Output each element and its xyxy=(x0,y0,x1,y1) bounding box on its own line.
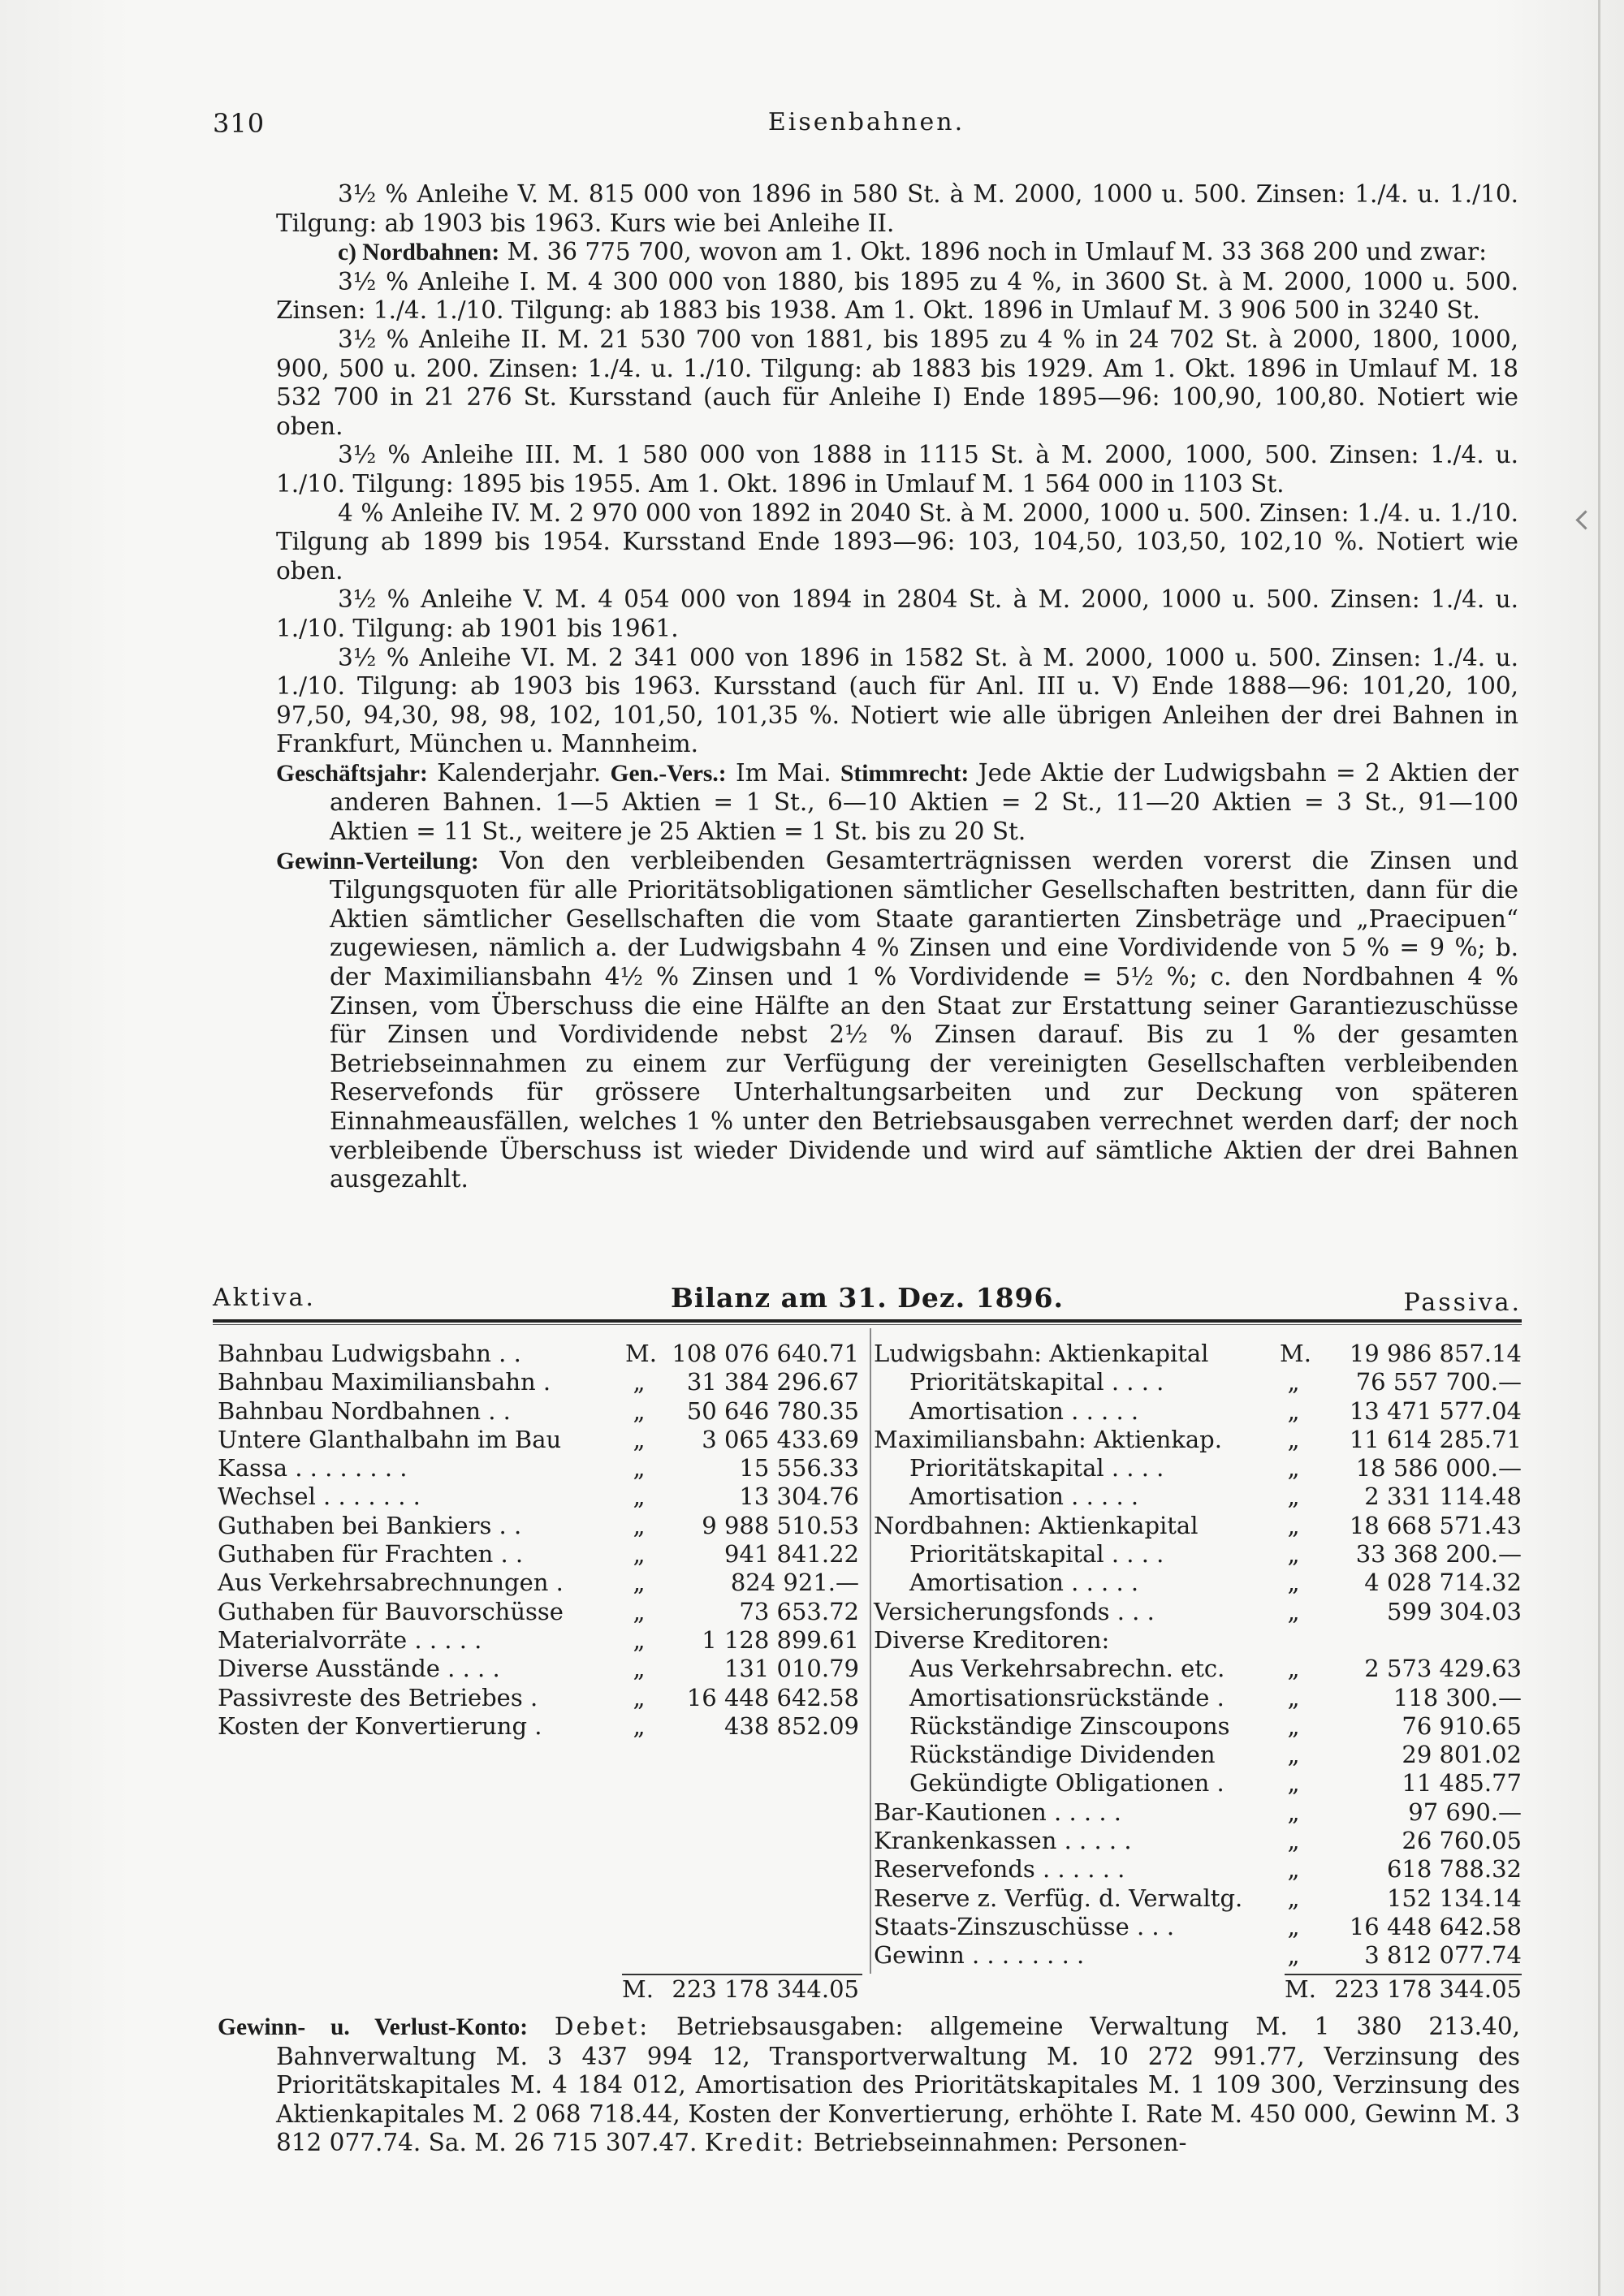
passiva-row xyxy=(874,1941,1522,1970)
passiva-row xyxy=(874,1741,1522,1769)
passiva-row-currency: „ xyxy=(1287,1912,1300,1940)
profit-loss-section xyxy=(218,2013,1520,2158)
balance-rule-thick xyxy=(213,1319,1522,1323)
passiva-row-label: Gewinn . . . . . . . . xyxy=(874,1941,1085,1970)
passiva-row xyxy=(874,1598,1522,1626)
running-title: Eisenbahnen. xyxy=(767,108,965,136)
passiva-row-currency: „ xyxy=(1287,1425,1300,1453)
aktiva-row-currency: „ xyxy=(633,1454,646,1482)
passiva-row-amount: 118 300.— xyxy=(1393,1683,1522,1711)
passiva-row xyxy=(874,1482,1522,1511)
passiva-row-currency: „ xyxy=(1287,1741,1300,1769)
aktiva-row-label: Untere Glanthalbahn im Bau xyxy=(218,1425,562,1453)
aktiva-row-amount: 73 653.72 xyxy=(739,1597,859,1625)
aktiva-row-currency: „ xyxy=(633,1396,646,1425)
passiva-row-currency: M. xyxy=(1280,1340,1311,1367)
passiva-row-label: Prioritätskapital . . . . xyxy=(909,1454,1164,1482)
passiva-row-amount: 76 557 700.— xyxy=(1355,1368,1522,1396)
passiva-row-currency: „ xyxy=(1287,1396,1300,1425)
passiva-row-amount: 2 331 114.48 xyxy=(1364,1482,1522,1511)
aktiva-total-amount: 223 178 344.05 xyxy=(672,1975,859,2003)
passiva-row-amount: 599 304.03 xyxy=(1386,1597,1522,1625)
aktiva-row-amount: 1 128 899.61 xyxy=(702,1625,859,1654)
passiva-row-currency: „ xyxy=(1287,1683,1300,1711)
passiva-row xyxy=(874,1684,1522,1712)
aktiva-row-amount: 31 384 296.67 xyxy=(686,1368,859,1396)
passiva-row-currency: „ xyxy=(1287,1511,1300,1539)
aktiva-row xyxy=(218,1340,867,1368)
aktiva-row xyxy=(218,1512,867,1540)
passiva-row-amount: 18 586 000.— xyxy=(1355,1454,1522,1482)
passiva-row-label: Bar-Kautionen . . . . . xyxy=(874,1798,1121,1826)
passiva-row xyxy=(874,1913,1522,1941)
debet-text: Betriebsausgaben: allgemeine Verwaltung M. 1 380 213.40, Bahnverwaltung M. 3 437 994 12, Transportverwaltung M. 10 272 991.77, Verzinsung des Prioritätskapitales M. 4 184 012, Amortisation des Prioritätskapitales M. 1 109 300, Verzinsung des Aktienkapitales M. 2 068 718.44, Kosten der Konvertierung, erhöhte I. Rate M. 450 000, Gewinn M. 3 812 077.74. Sa. M. 26 715 307.47. xyxy=(276,2013,1520,2157)
passiva-row-label: Staats-Zinszuschüsse . . . xyxy=(874,1912,1175,1940)
paragraph-anleihe-2: 3½ % Anleihe II. M. 21 530 700 von 1881, bis 1895 zu 4 % in 24 702 St. à 2000, 1800, 1000, 900, 500 u. 200. Zinsen: 1./4. u. 1./10. Tilgung: ab 1883 bis 1929. Am 1. Okt. 1896 in Umlauf M. 18 532 700 in 21 276 St. Kursstand (auch für Anleihe I) Ende 1895—96: 100,90, 100,80. Notiert wie oben. xyxy=(276,325,1518,440)
aktiva-row-amount: 438 852.09 xyxy=(723,1711,859,1740)
passiva-row xyxy=(874,1884,1522,1913)
aktiva-row xyxy=(218,1482,867,1511)
aktiva-total-currency: M. xyxy=(622,1975,654,2003)
aktiva-row xyxy=(218,1684,867,1712)
passiva-row-amount: 26 760.05 xyxy=(1402,1827,1522,1855)
space xyxy=(528,2013,555,2040)
nordbahnen-heading: c) Nordbahnen: xyxy=(338,240,500,266)
passiva-row-currency: „ xyxy=(1287,1884,1300,1912)
page-number: 310 xyxy=(213,108,266,139)
paragraph-nordbahnen xyxy=(276,238,1518,268)
aktiva-row-amount: 131 010.79 xyxy=(723,1655,859,1683)
passiva-row-currency: „ xyxy=(1287,1597,1300,1625)
paragraph-gewinn-verteilung xyxy=(276,847,1518,1194)
balance-rule-thin xyxy=(213,1324,1522,1325)
margin-arrow-icon xyxy=(1575,510,1595,529)
aktiva-column xyxy=(218,1340,867,1741)
passiva-row-currency: „ xyxy=(1287,1540,1300,1569)
aktiva-row-label: Bahnbau Maximiliansbahn . xyxy=(218,1368,551,1396)
passiva-row-currency: „ xyxy=(1287,1798,1300,1826)
passiva-row-label: Aus Verkehrsabrechn. etc. xyxy=(909,1655,1225,1683)
aktiva-row-amount: 15 556.33 xyxy=(739,1454,859,1482)
aktiva-row-currency: „ xyxy=(633,1683,646,1711)
aktiva-row-amount: 16 448 642.58 xyxy=(686,1683,859,1711)
passiva-row-amount: 33 368 200.— xyxy=(1355,1540,1522,1569)
passiva-row-label: Ludwigsbahn: Aktienkapital xyxy=(874,1340,1209,1367)
passiva-row xyxy=(874,1569,1522,1597)
passiva-row-amount: 618 788.32 xyxy=(1386,1855,1522,1884)
aktiva-row-label: Bahnbau Ludwigsbahn . . xyxy=(218,1340,521,1367)
aktiva-row-label: Wechsel . . . . . . . xyxy=(218,1482,421,1511)
aktiva-row-label: Bahnbau Nordbahnen . . xyxy=(218,1396,511,1425)
aktiva-row xyxy=(218,1626,867,1655)
aktiva-row-currency: „ xyxy=(633,1625,646,1654)
aktiva-label: Aktiva. xyxy=(213,1284,316,1312)
passiva-row-label: Amortisation . . . . . xyxy=(909,1396,1139,1425)
aktiva-row xyxy=(218,1540,867,1569)
passiva-row xyxy=(874,1855,1522,1884)
passiva-row-label: Diverse Kreditoren: xyxy=(874,1625,1110,1654)
passiva-row-label: Nordbahnen: Aktienkapital xyxy=(874,1511,1199,1539)
paragraph-anleihe-5: 3½ % Anleihe V. M. 4 054 000 von 1894 in 2804 St. à M. 2000, 1000 u. 500. Zinsen: 1./4. u. 1./10. Tilgung: ab 1901 bis 1961. xyxy=(276,585,1518,642)
aktiva-row-amount: 108 076 640.71 xyxy=(672,1340,859,1367)
aktiva-row xyxy=(218,1655,867,1683)
aktiva-row-currency: „ xyxy=(633,1655,646,1683)
page-header xyxy=(213,108,1520,144)
aktiva-row-currency: „ xyxy=(633,1425,646,1453)
balance-sheet-header xyxy=(213,1276,1522,1317)
gewinn-verteilung-text: Von den verbleibenden Gesamterträgnissen werden vorerst die Zinsen und Tilgungsquoten für alle Prioritätsobligationen sämtlicher Gesellschaften bestritten, dann für die Aktien sämtlicher Gesellschaften die vom Staate garantierten Zinsbeträge und „Praecipuen“ zugewiesen, nämlich a. der Ludwigsbahn 4 % Zinsen und eine Vordividende von 5 % = 9 %; b. der Maximiliansbahn 4½ % Zinsen und 1 % Vordividende = 5½ %; c. den Nordbahnen 4 % Zinsen, vom Überschuss die eine Hälfte an den Staat zur Erstattung seiner Garantiezuschüsse für Zinsen und Vordividende nebst 2½ % Zinsen darauf. Bis zu 1 % der gesamten Betriebseinnahmen zu einem zur Verfügung der vereinigten Gesellschaften verbleibenden Reservefonds für grössere Unterhaltungsarbeiten und zur Deckung von späteren Einnahmeausfällen, welches 1 % unter den Betriebsausgaben verrechnet werden darf; der noch verbleibende Überschuss ist wieder Dividende und wird auf sämtliche Aktien der drei Bahnen ausgezahlt. xyxy=(330,846,1518,1193)
passiva-row xyxy=(874,1769,1522,1798)
debet-label: Debet: xyxy=(554,2013,650,2040)
passiva-row-currency: „ xyxy=(1287,1454,1300,1482)
passiva-row-amount: 16 448 642.58 xyxy=(1349,1912,1522,1940)
passiva-column xyxy=(874,1340,1522,1970)
balance-sheet-title: Bilanz am 31. Dez. 1896. xyxy=(671,1282,1064,1314)
aktiva-row-amount: 941 841.22 xyxy=(723,1540,859,1569)
passiva-row-label: Rückständige Zinscoupons xyxy=(909,1711,1230,1740)
gen-vers-text: Im Mai. xyxy=(726,758,840,787)
aktiva-row-currency: M. xyxy=(625,1340,657,1367)
paragraph-anleihe-6: 3½ % Anleihe VI. M. 2 341 000 von 1896 in 1582 St. à M. 2000, 1000 u. 500. Zinsen: 1./4. u. 1./10. Tilgung: ab 1903 bis 1963. Kursstand (auch für Anl. III u. V) Ende 1888—96: 101,20, 100, 97,50, 94,30, 98, 98, 102, 101,50, 101,35 %. Notiert wie alle übrigen Anleihen der drei Bahnen in Frankfurt, München u. Mannheim. xyxy=(276,643,1518,758)
geschaeftsjahr-heading: Geschäftsjahr: xyxy=(276,760,428,787)
passiva-row-label: Reservefonds . . . . . . xyxy=(874,1855,1125,1884)
aktiva-row-label: Aus Verkehrsabrechnungen . xyxy=(218,1569,564,1597)
passiva-row-amount: 29 801.02 xyxy=(1402,1741,1522,1769)
passiva-row-amount: 18 668 571.43 xyxy=(1349,1511,1522,1539)
passiva-row-label: Versicherungsfonds . . . xyxy=(874,1597,1155,1625)
passiva-row xyxy=(874,1426,1522,1454)
geschaeftsjahr-text: Kalenderjahr. xyxy=(427,758,611,787)
aktiva-row-label: Guthaben für Frachten . . xyxy=(218,1540,524,1569)
aktiva-row-label: Passivreste des Betriebes . xyxy=(218,1683,538,1711)
aktiva-row xyxy=(218,1426,867,1454)
aktiva-row-currency: „ xyxy=(633,1597,646,1625)
passiva-row-currency: „ xyxy=(1287,1941,1300,1970)
passiva-row xyxy=(874,1540,1522,1569)
aktiva-row xyxy=(218,1712,867,1741)
passiva-row-currency: „ xyxy=(1287,1769,1300,1798)
paragraph-anleihe-v: 3½ % Anleihe V. M. 815 000 von 1896 in 580 St. à M. 2000, 1000 u. 500. Zinsen: 1./4. u. 1./10. Tilgung: ab 1903 bis 1963. Kurs wie bei Anleihe II. xyxy=(276,180,1518,237)
aktiva-row-label: Guthaben für Bauvorschüsse xyxy=(218,1597,564,1625)
aktiva-row xyxy=(218,1368,867,1396)
passiva-row-currency: „ xyxy=(1287,1827,1300,1855)
aktiva-row-amount: 3 065 433.69 xyxy=(702,1425,859,1453)
passiva-row-label: Amortisationsrückstände . xyxy=(909,1683,1224,1711)
stimmrecht-text: Jede Aktie der Ludwigsbahn = 2 Aktien der anderen Bahnen. 1—5 Aktien = 1 St., 6—10 Aktien = 2 St., 11—20 Aktien = 3 St., 91—100 Aktien = 11 St., weitere je 25 Aktien = 1 St. bis zu 20 St. xyxy=(330,758,1518,846)
passiva-row-amount: 97 690.— xyxy=(1408,1798,1522,1826)
passiva-row xyxy=(874,1340,1522,1368)
paragraph-anleihe-3: 3½ % Anleihe III. M. 1 580 000 von 1888 in 1115 St. à M. 2000, 1000, 500. Zinsen: 1./4. u. 1./10. Tilgung: 1895 bis 1955. Am 1. Okt. 1896 in Umlauf M. 1 564 000 in 1103 St. xyxy=(276,441,1518,498)
passiva-row-label: Prioritätskapital . . . . xyxy=(909,1540,1164,1569)
aktiva-row xyxy=(218,1598,867,1626)
text-body xyxy=(276,180,1518,1194)
aktiva-row xyxy=(218,1569,867,1597)
passiva-row-amount: 2 573 429.63 xyxy=(1364,1655,1522,1683)
passiva-row-amount: 76 910.65 xyxy=(1402,1711,1522,1740)
passiva-row xyxy=(874,1397,1522,1426)
passiva-row xyxy=(874,1655,1522,1683)
passiva-row-amount: 19 986 857.14 xyxy=(1349,1340,1522,1367)
passiva-row-label: Prioritätskapital . . . . xyxy=(909,1368,1164,1396)
stimmrecht-heading: Stimmrecht: xyxy=(840,760,970,787)
aktiva-row-label: Materialvorräte . . . . . xyxy=(218,1625,482,1654)
balance-column-divider xyxy=(870,1328,871,1974)
passiva-row-amount: 152 134.14 xyxy=(1386,1884,1522,1912)
passiva-row-currency: „ xyxy=(1287,1655,1300,1683)
aktiva-row-amount: 824 921.— xyxy=(730,1569,859,1597)
aktiva-row-label: Diverse Ausstände . . . . xyxy=(218,1655,500,1683)
passiva-row-label: Rückständige Dividenden xyxy=(909,1741,1216,1769)
binding-edge xyxy=(1598,0,1600,2296)
gewinn-verteilung-heading: Gewinn-Verteilung: xyxy=(276,848,479,874)
gen-vers-heading: Gen.-Vers.: xyxy=(610,760,727,787)
paragraph-geschaeftsjahr xyxy=(276,759,1518,847)
passiva-row-label: Reserve z. Verfüg. d. Verwaltg. xyxy=(874,1884,1243,1912)
passiva-row-currency: „ xyxy=(1287,1855,1300,1884)
passiva-row-currency: „ xyxy=(1287,1711,1300,1740)
passiva-row xyxy=(874,1512,1522,1540)
passiva-row-currency: „ xyxy=(1287,1482,1300,1511)
paragraph-anleihe-4: 4 % Anleihe IV. M. 2 970 000 von 1892 in 2040 St. à M. 2000, 1000 u. 500. Zinsen: 1./4. u. 1./10. Tilgung ab 1899 bis 1954. Kursstand Ende 1893—96: 103, 104,50, 103,50, 102,10 %. Notiert wie oben. xyxy=(276,498,1518,585)
passiva-row-label: Gekündigte Obligationen . xyxy=(909,1769,1224,1798)
passiva-row-label: Amortisation . . . . . xyxy=(909,1482,1139,1511)
passiva-row xyxy=(874,1454,1522,1482)
passiva-row xyxy=(874,1626,1522,1655)
aktiva-row-currency: „ xyxy=(633,1368,646,1396)
passiva-row-label: Maximiliansbahn: Aktienkap. xyxy=(874,1425,1222,1453)
aktiva-row xyxy=(218,1397,867,1426)
aktiva-row-amount: 13 304.76 xyxy=(739,1482,859,1511)
passiva-row xyxy=(874,1827,1522,1855)
aktiva-row-label: Kosten der Konvertierung . xyxy=(218,1711,542,1740)
paragraph-gewinn-verlust-konto xyxy=(218,2013,1520,2158)
aktiva-row-amount: 9 988 510.53 xyxy=(702,1511,859,1539)
kredit-text: Betriebseinnahmen: Personen- xyxy=(806,2129,1187,2157)
aktiva-row-currency: „ xyxy=(633,1511,646,1539)
passiva-row-currency: „ xyxy=(1287,1368,1300,1396)
paragraph-anleihe-1: 3½ % Anleihe I. M. 4 300 000 von 1880, bis 1895 zu 4 %, in 3600 St. à M. 2000, 1000 u. 500. Zinsen: 1./4. 1./10. Tilgung: ab 1883 bis 1938. Am 1. Okt. 1896 in Umlauf M. 3 906 500 in 3240 St. xyxy=(276,267,1518,325)
passiva-total-currency: M. xyxy=(1285,1975,1316,2003)
aktiva-row-amount: 50 646 780.35 xyxy=(686,1396,859,1425)
passiva-row-amount: 3 812 077.74 xyxy=(1364,1941,1522,1970)
passiva-total-amount: 223 178 344.05 xyxy=(1334,1975,1522,2003)
aktiva-row-currency: „ xyxy=(633,1569,646,1597)
passiva-row-amount: 13 471 577.04 xyxy=(1349,1396,1522,1425)
passiva-row xyxy=(874,1712,1522,1741)
nordbahnen-text: M. 36 775 700, wovon am 1. Okt. 1896 noch in Umlauf M. 33 368 200 und zwar: xyxy=(499,238,1488,266)
passiva-row-amount: 4 028 714.32 xyxy=(1364,1569,1522,1597)
passiva-row-currency: „ xyxy=(1287,1569,1300,1597)
aktiva-row-currency: „ xyxy=(633,1540,646,1569)
aktiva-row xyxy=(218,1454,867,1482)
aktiva-row-label: Guthaben bei Bankiers . . xyxy=(218,1511,522,1539)
kredit-label: Kredit: xyxy=(704,2129,806,2157)
passiva-row-amount: 11 614 285.71 xyxy=(1349,1425,1522,1453)
aktiva-row-label: Kassa . . . . . . . . xyxy=(218,1454,408,1482)
passiva-row-label: Amortisation . . . . . xyxy=(909,1569,1139,1597)
aktiva-row-currency: „ xyxy=(633,1482,646,1511)
passiva-row xyxy=(874,1368,1522,1396)
gv-konto-heading: Gewinn- u. Verlust-Konto: xyxy=(218,2014,529,2040)
aktiva-row-currency: „ xyxy=(633,1711,646,1740)
passiva-label: Passiva. xyxy=(1403,1288,1522,1317)
passiva-row-amount: 11 485.77 xyxy=(1402,1769,1522,1798)
passiva-row xyxy=(874,1798,1522,1827)
passiva-row-label: Krankenkassen . . . . . xyxy=(874,1827,1132,1855)
